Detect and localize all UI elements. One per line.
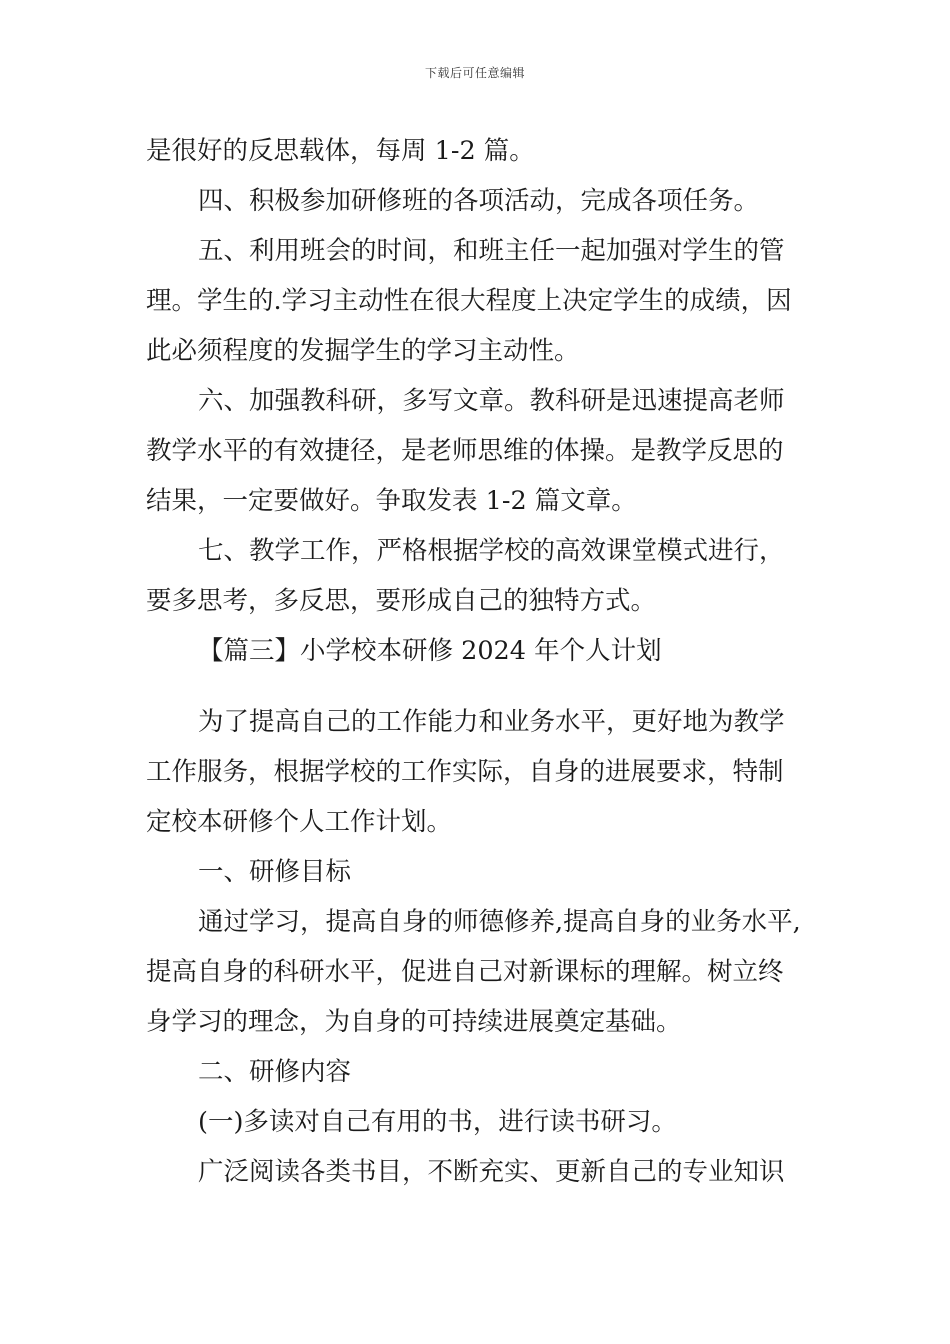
subheading: 一、研修目标 [198, 857, 352, 887]
page-header: 下载后可任意编辑 [424, 66, 525, 80]
text-line: (一)多读对自己有用的书，进行读书研习。 [198, 1107, 677, 1137]
text-line: 工作服务，根据学校的工作实际，自身的进展要求，特制 [146, 757, 784, 787]
text-line: 六、加强教科研，多写文章。教科研是迅速提高老师 [198, 386, 785, 416]
text-line: 定校本研修个人工作计划。 [146, 807, 453, 837]
text-line: 为了提高自己的工作能力和业务水平，更好地为教学 [198, 707, 785, 737]
section-heading: 【篇三】小学校本研修 2024 年个人计划 [198, 636, 662, 666]
text-line: 要多思考，多反思，要形成自己的独特方式。 [146, 586, 657, 616]
text-line: 提高自身的科研水平，促进自己对新课标的理解。树立终 [146, 957, 784, 987]
text-line: 七、教学工作，严格根据学校的高效课堂模式进行， [198, 536, 785, 566]
text-line: 是很好的反思载体，每周 1-2 篇。 [146, 136, 535, 166]
text-line: 广泛阅读各类书目，不断充实、更新自己的专业知识 [198, 1157, 785, 1187]
text-line: 五、利用班会的时间，和班主任一起加强对学生的管 [198, 236, 785, 266]
text-line: 结果，一定要做好。争取发表 1-2 篇文章。 [146, 486, 637, 516]
text-line: 理。学生的.学习主动性在很大程度上决定学生的成绩，因 [146, 286, 792, 316]
text-line: 身学习的理念，为自身的可持续进展奠定基础。 [146, 1007, 682, 1037]
text-line: 教学水平的有效捷径，是老师思维的体操。是教学反思的 [146, 436, 784, 466]
text-line: 此必须程度的发掘学生的学习主动性。 [146, 336, 580, 366]
subheading: 二、研修内容 [198, 1057, 352, 1087]
text-line: 通过学习，提高自身的师德修养,提高自身的业务水平, [198, 907, 801, 937]
text-line: 四、积极参加研修班的各项活动，完成各项任务。 [198, 186, 760, 216]
